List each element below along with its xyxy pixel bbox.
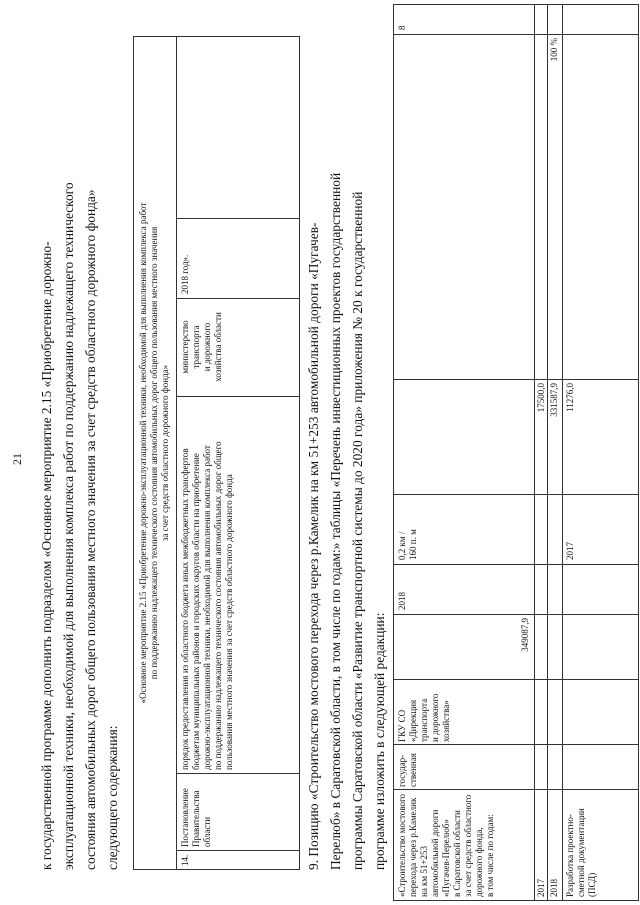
intro-line: эксплуатационной техники, необходимой для выполнения комплекса работ по поддержанию надлежащего технического [61,182,76,870]
intro-paragraph [36,40,124,870]
table2-row-2017-label: 2017 [536,879,546,897]
table1-document [180,775,213,847]
table2-corner-mark: 8 [397,25,407,30]
table2-customer [397,682,452,742]
table2-customer-line: и дорожного [430,693,440,742]
table2-name-line: дорожного фонда, [474,827,484,897]
table2-design-docs [565,792,598,897]
table2-owner-line: государ- [397,754,407,787]
page-number: 21 [10,453,24,465]
table1-header-line: за счет средств областного дорожного фонда» [160,364,170,542]
table2-name-line: в Саратовской области [452,810,462,897]
table2-owner-line: ственная [408,753,418,787]
table1-desc-line: по поддержанию надлежащего технического состояния автомобильных дорог общего [213,441,223,770]
table1-resp-line: и дорожного [202,322,212,372]
table1-doc-line: Постановление [180,788,190,847]
table1-resp-line: министерство [180,320,190,374]
table1-doc-line: Правительства [191,790,201,847]
table1-header [138,37,171,869]
item9-line: Перелюб» в Саратовской области, в том числе по годам:» таблицы «Перечень инвестиционных проектов государственной [328,172,343,870]
table2-customer-line: ГКУ СО [397,709,407,742]
table2-psd-line: Разработка проектно- [565,814,575,897]
table1-desc-line: дорожно-эксплуатационной техники, необходимой для выполнения комплекса работ [202,445,212,770]
table2-name-line: автомобильной дороги [430,809,440,897]
table2-row-2018-value: 331587,9 [549,383,559,417]
table1-desc-line: пользования местного значения за счет средств областного дорожного фонда [224,474,234,770]
table1-doc-line: области [202,816,212,847]
table-investment-project [393,4,639,901]
table1-desc-line: бюджетам муниципальных районов и городских округов области на приобретение [191,453,201,770]
table2-year: 2018 [397,592,407,610]
table2-project-name [397,792,496,897]
table2-name-line: «Пугачев-Перелюб» [441,819,451,897]
item9-line: программы Саратовской области «Развитие транспортной системы до 2020 года» приложения № 20 к государственной [350,191,365,870]
table1-row-number: 14. [180,854,190,866]
intro-line: к государственной программе дополнить подразделом «Основное мероприятие 2.15 «Приобретение дорожно- [39,241,54,870]
table2-psd-value: 11276,0 [565,383,575,412]
table2-name-line: за счет средств областного [463,794,473,897]
intro-line: следующего содержания: [105,725,120,870]
table2-name-line: перехода через р.Камелик [408,797,418,897]
intro-line: состояния автомобильных дорог общего пользования местного значения за счет средств областного дорожного фонда» [83,189,98,870]
table1-description [180,400,235,770]
table2-name-line: в том числе по годам: [485,814,495,897]
item-9-paragraph [303,40,391,870]
table1-resp-line: хозяйства области [213,312,223,382]
table2-psd-line: сметной документации [576,808,586,897]
table1-year: 2018 год». [180,254,190,294]
table1-header-line: «Основное мероприятие 2.15 «Приобретение дорожно-эксплуатационной техники, необходимой для выполнения комплекса работ [138,202,148,704]
table2-name-line: «Строительство мостового [397,793,407,897]
table1-desc-line: порядок предоставления из областного бюджета иных межбюджетных трансфертов [180,448,190,770]
table2-psd-line: (ПСД) [587,872,597,897]
table2-row-2018-label: 2018 [549,879,559,897]
item9-line: 9. Позицию «Строительство мостового перехода через р.Камелик на км 51+253 автомобильной дороги «Пугачев- [306,222,321,870]
table2-row-2017-value: 17500,0 [536,383,546,413]
table2-customer-line: «Дирекция [408,699,418,742]
table-measure-2-15 [133,36,300,870]
item9-line: программе изложить в следующей редакции: [372,612,387,870]
table1-resp-line: транспорта [191,325,201,369]
table2-name-line: на км 51+253 [419,846,429,897]
table2-capacity-line: 160 п. м [408,529,418,560]
table2-customer-line: хозяйства» [441,700,451,742]
table2-psd-year: 2017 [565,542,575,560]
table2-capacity [397,498,419,560]
table2-ownership [397,747,419,787]
table2-total: 349087,9 [520,618,530,652]
table2-row-2018-percent: 100 % [549,38,559,62]
table1-header-line: по поддержанию надлежащего технического состояния автомобильных дорог общего пользования местного значения [149,226,159,680]
table2-capacity-line: 0,2 км / [397,531,407,560]
table1-responsible [180,300,224,394]
table2-customer-line: транспорта [419,698,429,742]
